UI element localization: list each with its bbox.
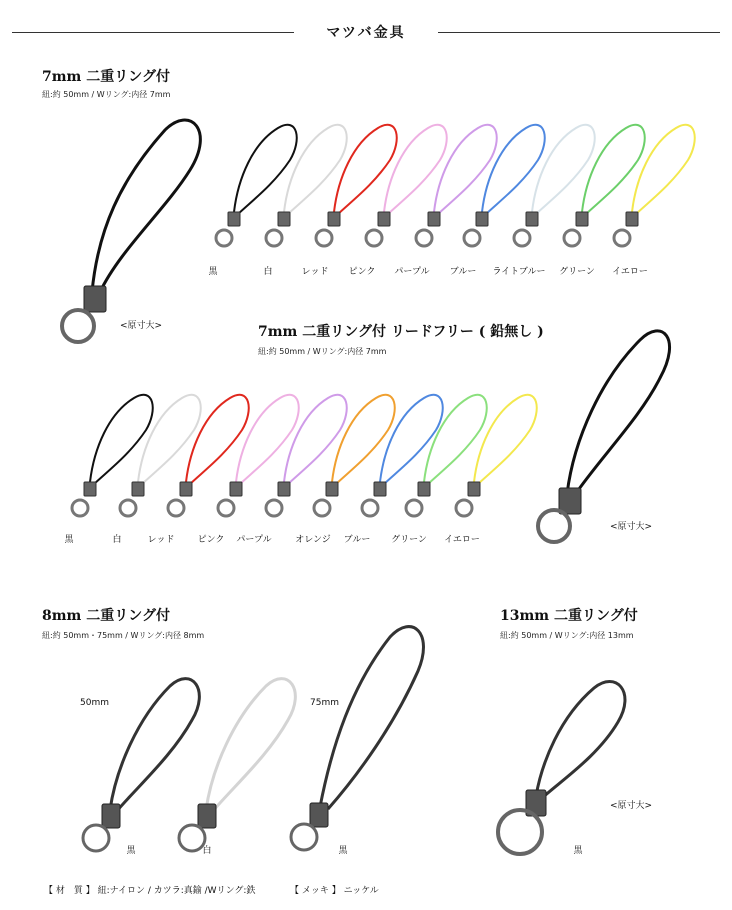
length-label-50mm: 50mm	[80, 698, 109, 708]
color-label-s7lf-8: イエロー	[444, 535, 480, 545]
section-13mm-title: 13mm 二重リング付	[500, 608, 638, 624]
color-label-s7-8: イエロー	[612, 267, 648, 277]
section-7mm-title: 7mm 二重リング付	[42, 69, 170, 85]
color-label-s13-0: 黒	[573, 846, 583, 856]
color-label-s7lf-4: パープル	[236, 535, 272, 545]
color-label-s8-1: 白	[202, 846, 212, 856]
color-label-s7-4: パープル	[394, 267, 430, 277]
color-label-s7-1: 白	[263, 267, 273, 277]
color-label-s7lf-0: 黒	[64, 535, 74, 545]
section-7mm-leadfree-title: 7mm 二重リング付 リードフリー ( 鉛無し )	[258, 324, 544, 340]
strap-s7-8	[606, 118, 696, 248]
section-7mm-leadfree-spec: 紐:約 50mm / Wリング:内径 7mm	[258, 347, 387, 356]
section-8mm-title: 8mm 二重リング付	[42, 608, 170, 624]
color-label-s7-3: ピンク	[348, 267, 376, 277]
color-label-s7-2: レッド	[301, 267, 329, 277]
section-8mm-spec: 紐:約 50mm・75mm / Wリング:内径 8mm	[42, 631, 205, 640]
section-7mm-actual-size: <原寸大>	[120, 321, 163, 331]
section-7mm-spec: 紐:約 50mm / Wリング:内径 7mm	[42, 90, 171, 99]
color-label-s7lf-2: レッド	[147, 535, 175, 545]
footer-material: 【 材 質 】 紐:ナイロン / カツラ:真鍮 /Wリング:鉄	[44, 886, 256, 896]
section-13mm-spec: 紐:約 50mm / Wリング:内径 13mm	[500, 631, 634, 640]
header-rule-right	[438, 32, 720, 33]
color-label-s7lf-7: グリーン	[391, 535, 427, 545]
strap-s8-2	[282, 615, 442, 855]
color-label-s7lf-5: オレンジ	[295, 535, 331, 545]
strap-s13-0	[490, 672, 653, 882]
strap-large-black	[40, 110, 210, 340]
color-label-s7lf-3: ピンク	[197, 535, 225, 545]
color-label-s8-2: 黒	[338, 846, 348, 856]
color-label-s7lf-6: ブルー	[343, 535, 371, 545]
length-label-75mm: 75mm	[310, 698, 339, 708]
color-label-s7-6: ライトブルー	[492, 267, 546, 277]
color-label-s7-5: ブルー	[449, 267, 477, 277]
footer-plating: 【 メッキ 】 ニッケル	[290, 886, 379, 896]
section-13mm-actual-size: <原寸大>	[610, 801, 653, 811]
strap-large-black-leadfree	[522, 318, 682, 548]
page-title: マツバ金具	[326, 25, 406, 41]
section-7mm-leadfree-actual-size: <原寸大>	[610, 522, 653, 532]
color-label-s7lf-1: 白	[112, 535, 122, 545]
color-label-s7-7: グリーン	[559, 267, 595, 277]
color-label-s7-0: 黒	[208, 267, 218, 277]
color-label-s8-0: 黒	[126, 846, 136, 856]
